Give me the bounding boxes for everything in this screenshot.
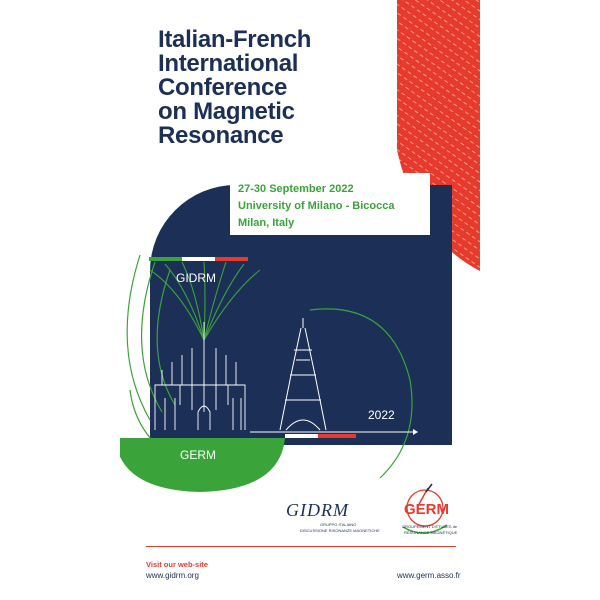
- footer-divider: [146, 546, 456, 547]
- fr-flag-red: [318, 434, 356, 438]
- fr-flag-blue: [252, 434, 285, 438]
- fr-flag-white: [285, 434, 318, 438]
- eiffel-tower-icon: [280, 318, 326, 430]
- it-flag-white: [182, 257, 215, 261]
- event-dates: 27-30 September 2022: [238, 183, 354, 195]
- title-line-4: on Magnetic: [158, 98, 295, 125]
- visit-label: Visit our web-site: [146, 560, 208, 569]
- green-bowl: [120, 438, 285, 492]
- germ-label: GERM: [180, 448, 216, 462]
- green-arc-2: [142, 262, 162, 412]
- gidrm-tagline-2: DISCUSSIONE RISONANZE MAGNETICHE: [300, 528, 380, 533]
- germ-url-link[interactable]: www.germ.asso.fr: [397, 571, 461, 580]
- green-arc-6: [310, 309, 412, 478]
- milan-cathedral-icon: [155, 322, 245, 430]
- gidrm-url-link[interactable]: www.gidrm.org: [146, 571, 199, 580]
- title-line-5: Resonance: [158, 122, 284, 149]
- year-label: 2022: [368, 408, 395, 422]
- it-flag-green: [149, 257, 182, 261]
- germ-wordmark: GERM: [404, 501, 449, 518]
- title-line-3: Conference: [158, 74, 288, 101]
- gidrm-wordmark: GIDRM: [286, 500, 349, 520]
- title-line-1: Italian-French: [158, 26, 312, 53]
- arrow-head-icon: [413, 429, 418, 435]
- poster: [120, 0, 480, 600]
- event-city: Milan, Italy: [238, 217, 295, 229]
- germ-tagline-2: RÉSONANCE MAGNÉTIQUE: [404, 530, 458, 535]
- gidrm-label: GIDRM: [176, 271, 216, 285]
- title-line-2: International: [158, 50, 299, 77]
- it-flag-red: [215, 257, 248, 261]
- event-venue: University of Milano - Bicocca: [238, 200, 395, 212]
- gidrm-tagline-1: GRUPPO ITALIANO: [320, 522, 357, 527]
- germ-tagline-1: GROUPEMENT D'ÉTUDES de: [402, 524, 458, 529]
